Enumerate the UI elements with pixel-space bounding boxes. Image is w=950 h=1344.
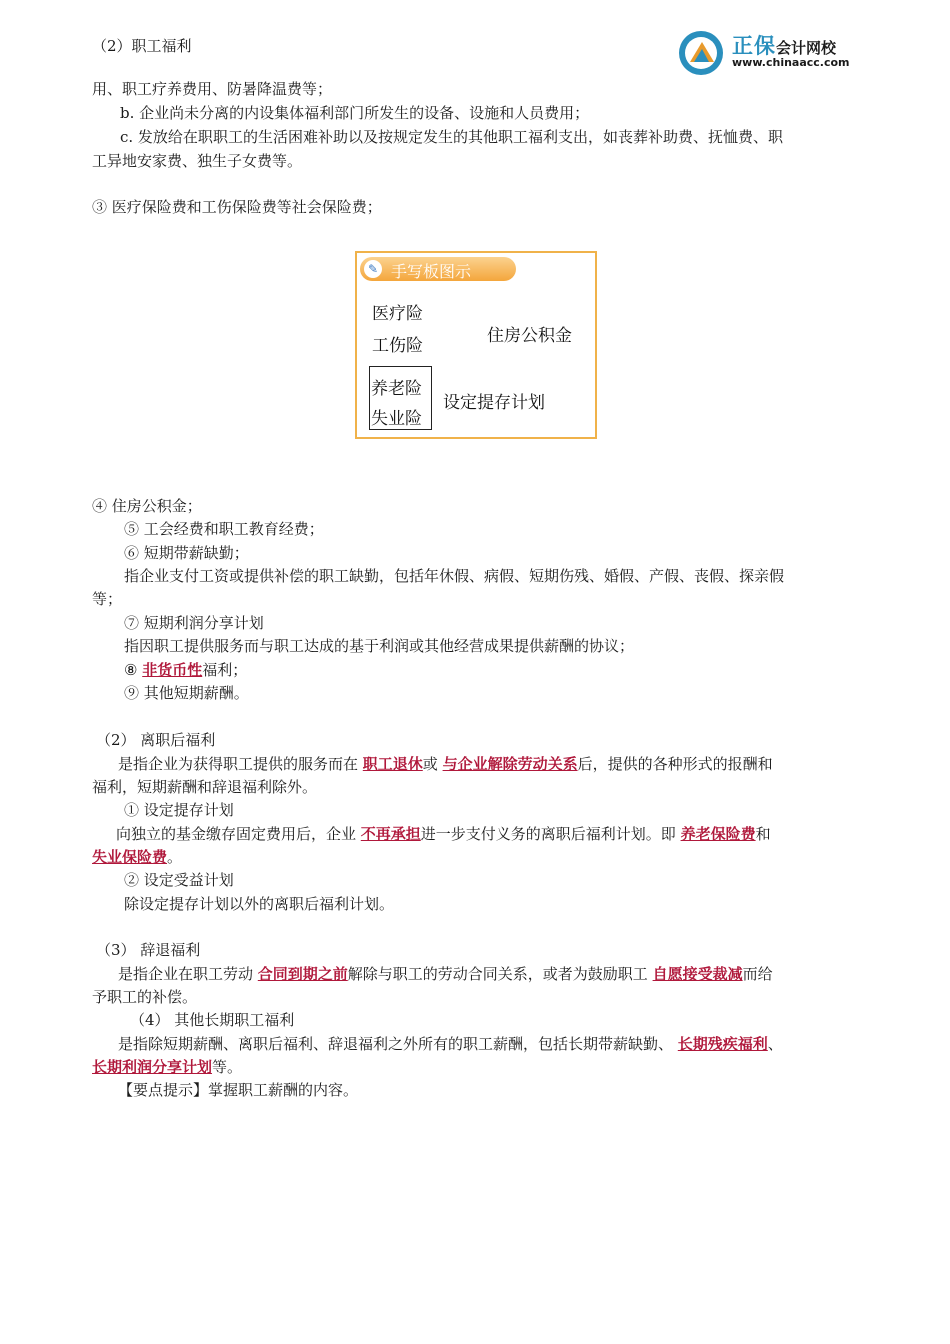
section-heading: （2） 离职后福利 bbox=[96, 731, 216, 749]
logo-emblem-icon bbox=[678, 30, 724, 76]
pen-icon: ✎ bbox=[364, 260, 382, 278]
board-text: 养老险 bbox=[371, 379, 422, 399]
keyword: 职工退休 bbox=[362, 755, 423, 773]
list-item: ⑦ 短期利润分享计划 bbox=[124, 614, 264, 632]
logo-brand: 正保会计网校 bbox=[732, 34, 837, 58]
paragraph-line: 指企业支付工资或提供补偿的职工缺勤，包括年休假、病假、短期伤残、婚假、产假、丧假、探亲假 bbox=[124, 567, 785, 585]
handwriting-board-tab: ✎ 手写板图示 bbox=[360, 257, 516, 281]
list-item: ② 设定受益计划 bbox=[124, 871, 234, 889]
paragraph-line: 长期利润分享计划等。 bbox=[92, 1058, 243, 1076]
paragraph-line: 福利，短期薪酬和辞退福利除外。 bbox=[92, 778, 318, 796]
board-text: 医疗险 bbox=[372, 304, 423, 324]
keyword: 养老保险费 bbox=[680, 825, 756, 843]
paragraph-line: 是指企业为获得职工提供的服务而在 职工退休或 与企业解除劳动关系后，提供的各种形式的报酬和 bbox=[118, 755, 773, 773]
list-item: ⑧ 非货币性福利； bbox=[124, 661, 248, 679]
board-text: 工伤险 bbox=[372, 336, 423, 356]
paragraph-line: 工异地安家费、独生子女费等。 bbox=[92, 152, 303, 170]
keyword: 合同到期之前 bbox=[257, 965, 348, 983]
keyword: 失业保险费 bbox=[92, 848, 168, 866]
paragraph-line: 用、职工疗养费用、防暑降温费等； bbox=[92, 80, 333, 98]
board-text: 失业险 bbox=[371, 409, 422, 429]
keyword: 自愿接受裁减 bbox=[652, 965, 743, 983]
section-heading: （3） 辞退福利 bbox=[96, 941, 201, 959]
list-item: ⑤ 工会经费和职工教育经费； bbox=[124, 520, 324, 538]
list-item: ① 设定提存计划 bbox=[124, 801, 234, 819]
paragraph-line: 是指除短期薪酬、离职后福利、辞退福利之外所有的职工薪酬，包括长期带薪缺勤、 长期残疾福利、 bbox=[118, 1035, 783, 1053]
paragraph-line: c. 发放给在职职工的生活困难补助以及按规定发生的其他职工福利支出，如丧葬补助费、抚恤费、职 bbox=[120, 128, 783, 146]
list-item: ③ 医疗保险费和工伤保险费等社会保险费； bbox=[92, 198, 382, 216]
cutoff-heading: （2）职工福利 bbox=[92, 37, 192, 55]
keyword: 长期残疾福利 bbox=[677, 1035, 768, 1053]
key-point-tip: 【要点提示】掌握职工薪酬的内容。 bbox=[118, 1081, 359, 1099]
keyword: 长期利润分享计划 bbox=[92, 1058, 213, 1076]
paragraph-line: 向独立的基金缴存固定费用后，企业 不再承担进一步支付义务的离职后福利计划。即 养老保险费和 bbox=[116, 825, 771, 843]
board-text: 设定提存计划 bbox=[443, 393, 545, 413]
keyword: 与企业解除劳动关系 bbox=[442, 755, 578, 773]
board-text: 住房公积金 bbox=[487, 326, 572, 346]
keyword: 非货币性 bbox=[142, 661, 203, 679]
paragraph-line: 失业保险费。 bbox=[92, 848, 183, 866]
list-item: ⑨ 其他短期薪酬。 bbox=[124, 684, 249, 702]
paragraph-line: 除设定提存计划以外的离职后福利计划。 bbox=[124, 895, 395, 913]
section-heading: （4） 其他长期职工福利 bbox=[130, 1011, 295, 1029]
paragraph-line: b. 企业尚未分离的内设集体福利部门所发生的设备、设施和人员费用； bbox=[120, 104, 590, 122]
paragraph-line: 等； bbox=[92, 590, 123, 608]
list-item: ④ 住房公积金； bbox=[92, 497, 202, 515]
keyword: 不再承担 bbox=[360, 825, 421, 843]
paragraph-line: 予职工的补偿。 bbox=[92, 988, 198, 1006]
list-item: ⑥ 短期带薪缺勤； bbox=[124, 544, 249, 562]
chinaacc-logo bbox=[678, 28, 868, 78]
logo-url: www.chinaacc.com bbox=[732, 56, 850, 69]
handwriting-board bbox=[355, 251, 597, 439]
paragraph-line: 是指企业在职工劳动 合同到期之前解除与职工的劳动合同关系，或者为鼓励职工 自愿接受裁减而给 bbox=[118, 965, 773, 983]
paragraph-line: 指因职工提供服务而与职工达成的基于利润或其他经营成果提供薪酬的协议； bbox=[124, 637, 635, 655]
